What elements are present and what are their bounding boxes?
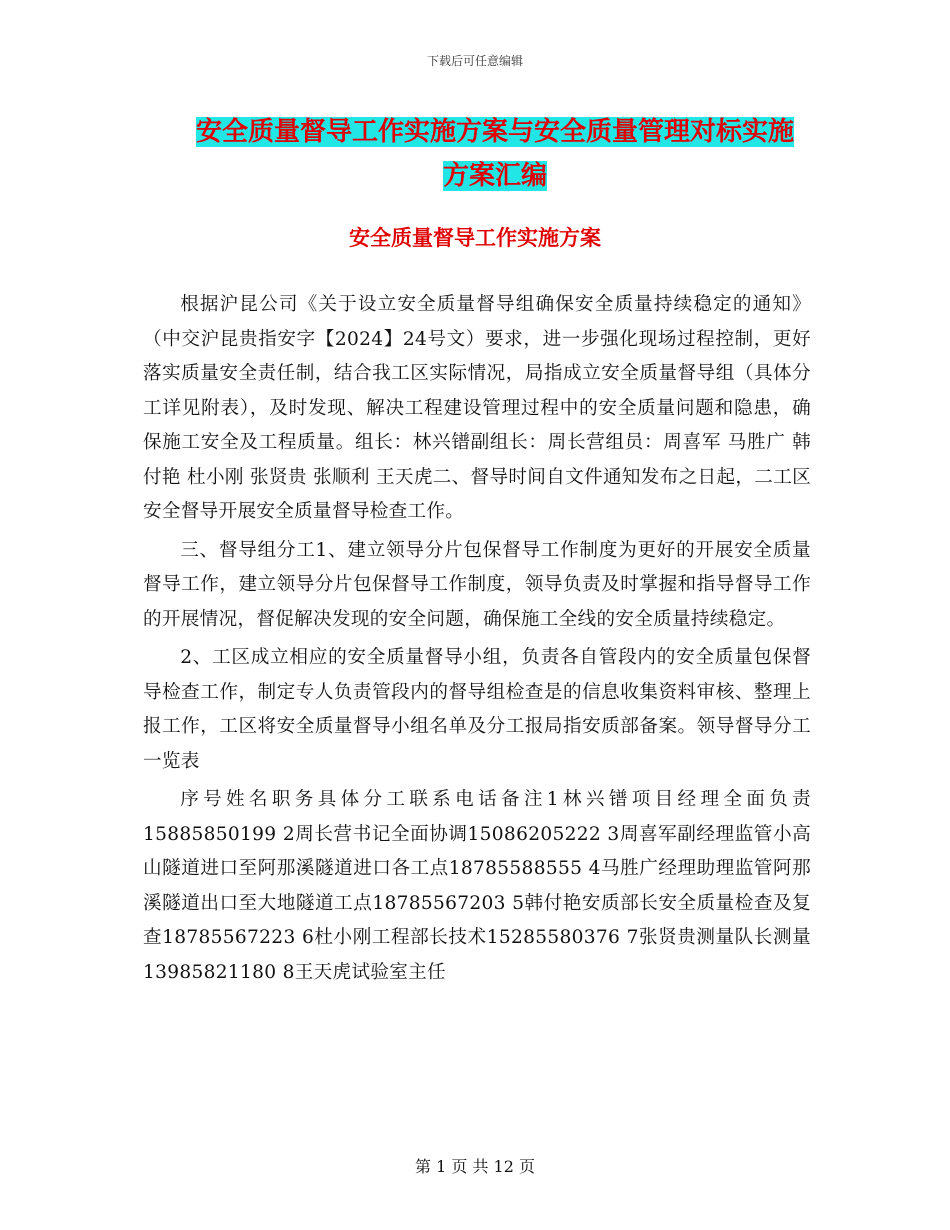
document-title bbox=[140, 110, 850, 198]
title-line-2: 方案汇编 bbox=[442, 161, 547, 191]
header-note: 下载后可任意编辑 bbox=[426, 54, 523, 68]
paragraph: 序号姓名职务具体分工联系电话备注1林兴镨项目经理全面负责15885850199 2周长营书记全面协调15086205222 3周喜军副经理监管小高山隧道进口至阿那溪隧道进口各工点18785588555 4马胜广经理助理监管阿那溪隧道出口至大地隧道工点18785567203 5韩付艳安质部长安全质量检查及复查18785567223 6杜小刚工程部长技术15285580376 7张贤贵测量队长测量13985821180 8王天虎试验室主任 bbox=[143, 789, 811, 983]
paragraph: 2、工区成立相应的安全质量督导小组，负责各自管段内的安全质量包保督导检查工作，制定专人负责管段内的督导组检查是的信息收集资料审核、整理上报工作，工区将安全质量督导小组名单及分工报局指安质部备案。领导督导分工一览表 bbox=[143, 647, 811, 772]
paragraph: 三、督导组分工1、建立领导分片包保督导工作制度为更好的开展安全质量督导工作，建立领导分片包保督导工作制度，领导负责及时掌握和指导督导工作的开展情况，督促解决发现的安全问题，确保施工全线的安全质量持续稳定。 bbox=[143, 539, 811, 630]
section-title: 安全质量督导工作实施方案 bbox=[349, 226, 601, 250]
page-footer: 第 1 页 共 12 页 bbox=[415, 1157, 535, 1176]
paragraph: 根据沪昆公司《关于设立安全质量督导组确保安全质量持续稳定的通知》（中交沪昆贵指安字【2024】24号文）要求，进一步强化现场过程控制，更好落实质量安全责任制，结合我工区实际情况，局指成立安全质量督导组（具体分工详见附表），及时发现、解决工程建设管理过程中的安全质量问题和隐患，确保施工安全及工程质量。组长：林兴镨副组长：周长营组员：周喜军 马胜广 韩付艳 杜小刚 张贤贵 张顺利 王天虎二、督导时间自文件通知发布之日起，二工区安全督导开展安全质量督导检查工作。 bbox=[143, 294, 811, 522]
document-body bbox=[143, 288, 811, 994]
title-line-1: 安全质量督导工作实施方案与安全质量管理对标实施 bbox=[195, 117, 794, 147]
